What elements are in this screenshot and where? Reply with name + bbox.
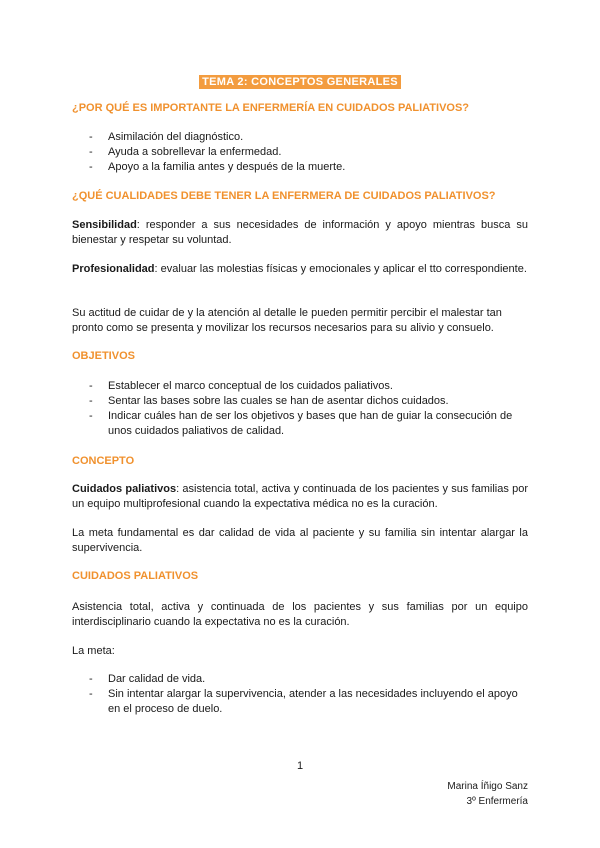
goal-label: La meta: <box>72 645 115 657</box>
paragraph-concept-definition <box>72 482 528 512</box>
heading-qualities: ¿QUÉ CUALIDADES DEBE TENER LA ENFERMERA DE CUIDADOS PALIATIVOS? <box>72 190 496 202</box>
footer-author: Marina Íñigo Sanz <box>447 781 528 792</box>
list-item: - Asimilación del diagnóstico. <box>72 130 528 145</box>
text-profesionalidad: : evaluar las molestias físicas y emocionales y aplicar el tto correspondiente. <box>154 263 527 275</box>
text-sensibilidad: : responder a sus necesidades de información y apoyo mientras busca su bienestar y respetar su voluntad. <box>72 219 528 246</box>
paragraph-palliative-care: Asistencia total, activa y continuada de los pacientes y sus familias por un equipo interdisciplinario cuando la expectativa no es la curación. <box>72 601 528 628</box>
text-concept-definition: : asistencia total, activa y continuada de los pacientes y sus familias por un equipo multiprofesional cuando la expectativa médica no es la curación. <box>72 483 528 510</box>
list-goals <box>72 672 528 717</box>
paragraph-concept-goal: La meta fundamental es dar calidad de vida al paciente y su familia sin intentar alargar la supervivencia. <box>72 527 528 554</box>
list-item: - Ayuda a sobrellevar la enfermedad. <box>72 145 528 160</box>
heading-why-nursing: ¿POR QUÉ ES IMPORTANTE LA ENFERMERÍA EN CUIDADOS PALIATIVOS? <box>72 102 470 114</box>
title-wrap <box>0 72 600 90</box>
list-item: - Dar calidad de vida. <box>72 672 528 687</box>
heading-concept: CONCEPTO <box>72 455 135 467</box>
list-why-nursing <box>72 130 528 175</box>
list-objectives <box>72 379 528 439</box>
term-cuidados-paliativos: Cuidados paliativos <box>72 483 177 495</box>
paragraph-profesionalidad <box>72 262 528 277</box>
list-item: - Establecer el marco conceptual de los cuidados paliativos. <box>72 379 528 394</box>
heading-palliative-care: CUIDADOS PALIATIVOS <box>72 570 199 582</box>
footer-course: 3º Enfermería <box>466 796 528 807</box>
list-item: - Indicar cuáles han de ser los objetivos y bases que han de guiar la consecución de unos cuidados paliativos de calidad. <box>72 409 528 439</box>
paragraph-sensibilidad <box>72 218 528 248</box>
term-profesionalidad: Profesionalidad <box>72 263 155 275</box>
heading-objectives: OBJETIVOS <box>72 350 135 362</box>
term-sensibilidad: Sensibilidad <box>72 219 137 231</box>
page-number: 1 <box>296 760 304 772</box>
page-title: TEMA 2: CONCEPTOS GENERALES <box>199 75 401 89</box>
list-item: - Apoyo a la familia antes y después de la muerte. <box>72 160 528 175</box>
list-item: - Sentar las bases sobre las cuales se han de asentar dichos cuidados. <box>72 394 528 409</box>
list-item: - Sin intentar alargar la supervivencia, atender a las necesidades incluyendo el apoyo en el proceso de duelo. <box>72 687 528 717</box>
paragraph-attitude: Su actitud de cuidar de y la atención al detalle le pueden permitir percibir el malestar tan pronto como se presenta y movilizar los recursos necesarios para su alivio y consuelo. <box>72 307 502 334</box>
